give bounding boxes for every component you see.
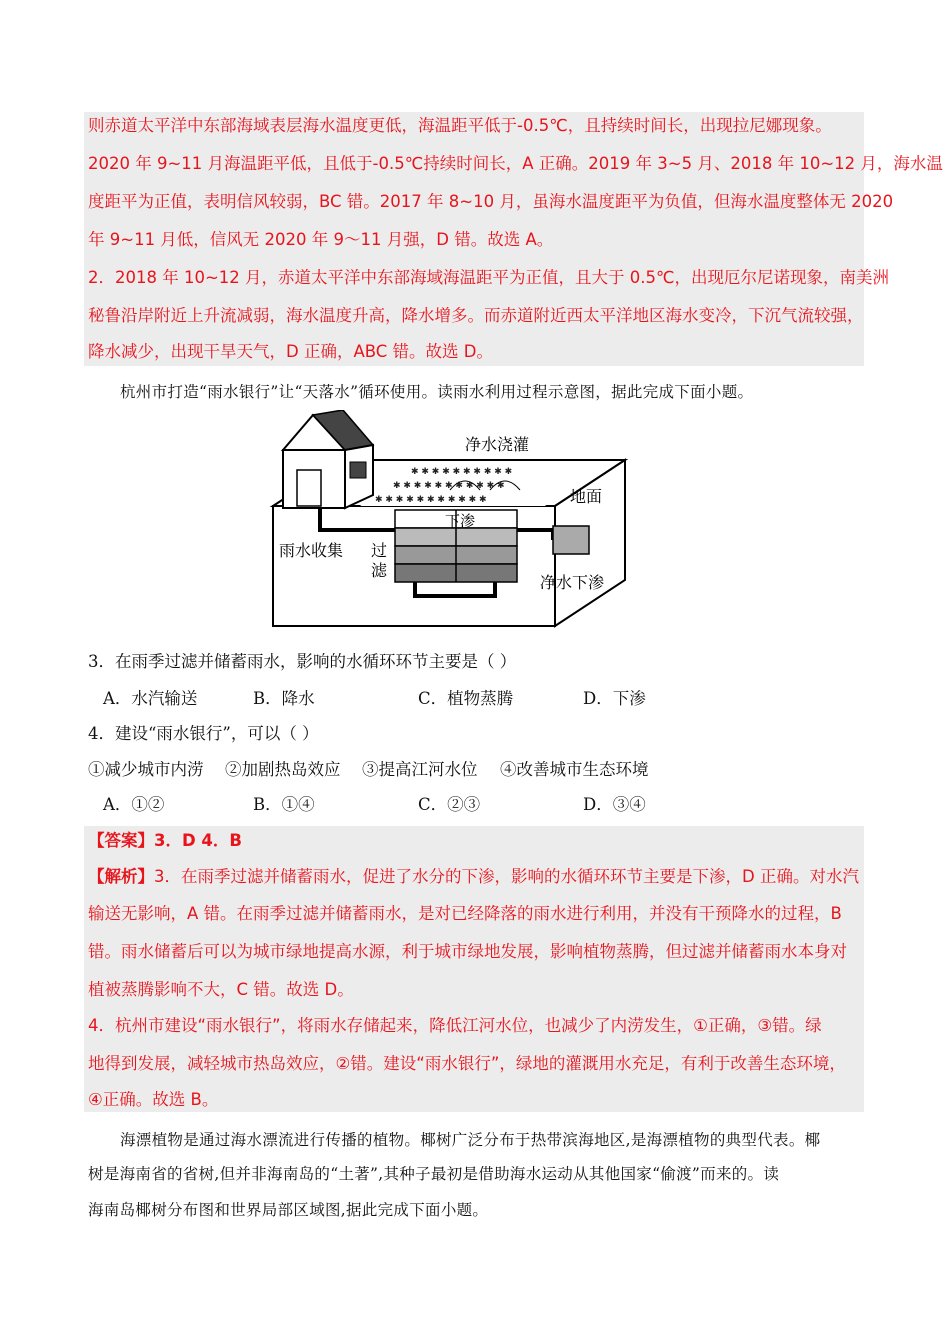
analysis-line: [88, 865, 859, 889]
answer-line: [88, 829, 242, 853]
q3-option-b[interactable]: B．降水: [253, 689, 315, 708]
seep-tank: [553, 526, 589, 554]
q4-option-b[interactable]: B．①④: [253, 795, 315, 814]
explanation-line: 秘鲁沿岸附近上升流减弱，海水温度升高，降水增多。而赤道附近西太平洋地区海水变冷，下沉气流较强，: [88, 306, 864, 325]
explanation-line: 2．2018 年 10~12 月，赤道太平洋中东部海域海温距平为正值，且大于 0.5℃，出现厄尔尼诺现象，南美洲: [88, 268, 890, 287]
analysis-tag: 【解析】: [88, 867, 154, 886]
analysis-line: ④正确。故选 B。: [88, 1090, 219, 1109]
question-intro-2: 树是海南省的省树,但并非海南岛的“土著”,其种子最初是借助海水运动从其他国家“偷渡”而来的。读: [88, 1165, 780, 1183]
question-4-stem: 4．建设“雨水银行”，可以（ ）: [88, 724, 319, 743]
analysis-line: 输送无影响，A 错。在雨季过滤并储蓄雨水，是对已经降落的雨水进行利用，并没有干预降水的过程，B: [88, 904, 842, 923]
svg-text:✱ ✱ ✱ ✱ ✱ ✱ ✱ ✱ ✱ ✱ ✱: ✱ ✱ ✱ ✱ ✱ ✱ ✱ ✱ ✱ ✱ ✱: [375, 495, 487, 505]
explanation-line-text: 2020 年 9~11 月海温距平低，且低于-0.5℃持续时间长，A 正确。2019 年 3~5 月、2018 年 10~12 月，海水温: [88, 154, 943, 173]
q3-option-c[interactable]: C．植物蒸腾: [418, 689, 514, 708]
q4-item-2: ②加剧热岛效应: [225, 760, 341, 779]
explanation-line: 度距平为正值，表明信风较弱，BC 错。2017 年 8~10 月，虽海水温度距平为负值，但海水温度整体无 2020: [88, 192, 894, 211]
label-clean-seep: 净水下渗: [540, 573, 605, 592]
explanation-line: [88, 152, 943, 176]
question-intro: 杭州市打造“雨水银行”让“天落水”循环使用。读雨水利用过程示意图，据此完成下面小题。: [120, 383, 754, 401]
label-filter-2: 滤: [371, 561, 388, 580]
q4-option-d[interactable]: D．③④: [583, 795, 646, 814]
label-ground: 地面: [570, 487, 603, 506]
q3-option-a[interactable]: A．水汽输送: [103, 689, 198, 708]
explanation-line: 年 9~11 月低，信风无 2020 年 9～11 月强，D 错。故选 A。: [88, 230, 554, 249]
house: [283, 410, 373, 508]
analysis-line: 4．杭州市建设“雨水银行”，将雨水存储起来，降低江河水位，也减少了内涝发生，①正确，③错。绿: [88, 1016, 822, 1035]
svg-text:✱ ✱ ✱ ✱ ✱ ✱ ✱ ✱ ✱ ✱: ✱ ✱ ✱ ✱ ✱ ✱ ✱ ✱ ✱ ✱: [411, 467, 513, 477]
question-intro-2: 海漂植物是通过海水漂流进行传播的植物。椰树广泛分布于热带滨海地区,是海漂植物的典型代表。椰: [120, 1131, 821, 1149]
q4-item-3: ③提高江河水位: [362, 760, 478, 779]
q4-item-4: ④改善城市生态环境: [500, 760, 649, 779]
svg-text:✱ ✱ ✱ ✱ ✱ ✱ ✱ ✱ ✱ ✱ ✱: ✱ ✱ ✱ ✱ ✱ ✱ ✱ ✱ ✱ ✱ ✱: [393, 481, 505, 491]
analysis-line: 植被蒸腾影响不大，C 错。故选 D。: [88, 980, 354, 999]
label-irrigation: 净水浇灌: [465, 435, 530, 454]
explanation-line: 降水减少，出现干旱天气，D 正确，ABC 错。故选 D。: [88, 342, 493, 361]
explanation-line: 则赤道太平洋中东部海域表层海水温度更低，海温距平低于-0.5℃，且持续时间长，出现拉尼娜现象。: [88, 116, 832, 135]
rainwater-diagram: [265, 410, 640, 630]
label-collect: 雨水收集: [279, 541, 344, 560]
q4-item-1: ①减少城市内涝: [88, 760, 204, 779]
answer-tag: 【答案】: [88, 831, 154, 850]
analysis-line: 错。雨水储蓄后可以为城市绿地提高水源，利于城市绿地发展，影响植物蒸腾，但过滤并储蓄雨水本身对: [88, 942, 847, 961]
analysis-line: 地得到发展，减轻城市热岛效应，②错。建设“雨水银行”，绿地的灌溉用水充足，有利于改善生态环境，: [88, 1054, 846, 1073]
q4-option-c[interactable]: C．②③: [418, 795, 481, 814]
label-filter-1: 过: [371, 541, 388, 560]
q3-option-d[interactable]: D．下渗: [583, 689, 646, 708]
answer-text: 3．D 4．B: [154, 831, 242, 850]
analysis-text: 3．在雨季过滤并储蓄雨水，促进了水分的下渗，影响的水循环环节主要是下渗，D 正确。对水汽: [154, 867, 859, 886]
question-3-stem: 3．在雨季过滤并储蓄雨水，影响的水循环环节主要是（ ）: [88, 652, 517, 671]
q4-option-a[interactable]: A．①②: [103, 795, 165, 814]
label-seep: 下渗: [445, 512, 476, 530]
question-intro-2: 海南岛椰树分布图和世界局部区域图,据此完成下面小题。: [88, 1201, 489, 1219]
